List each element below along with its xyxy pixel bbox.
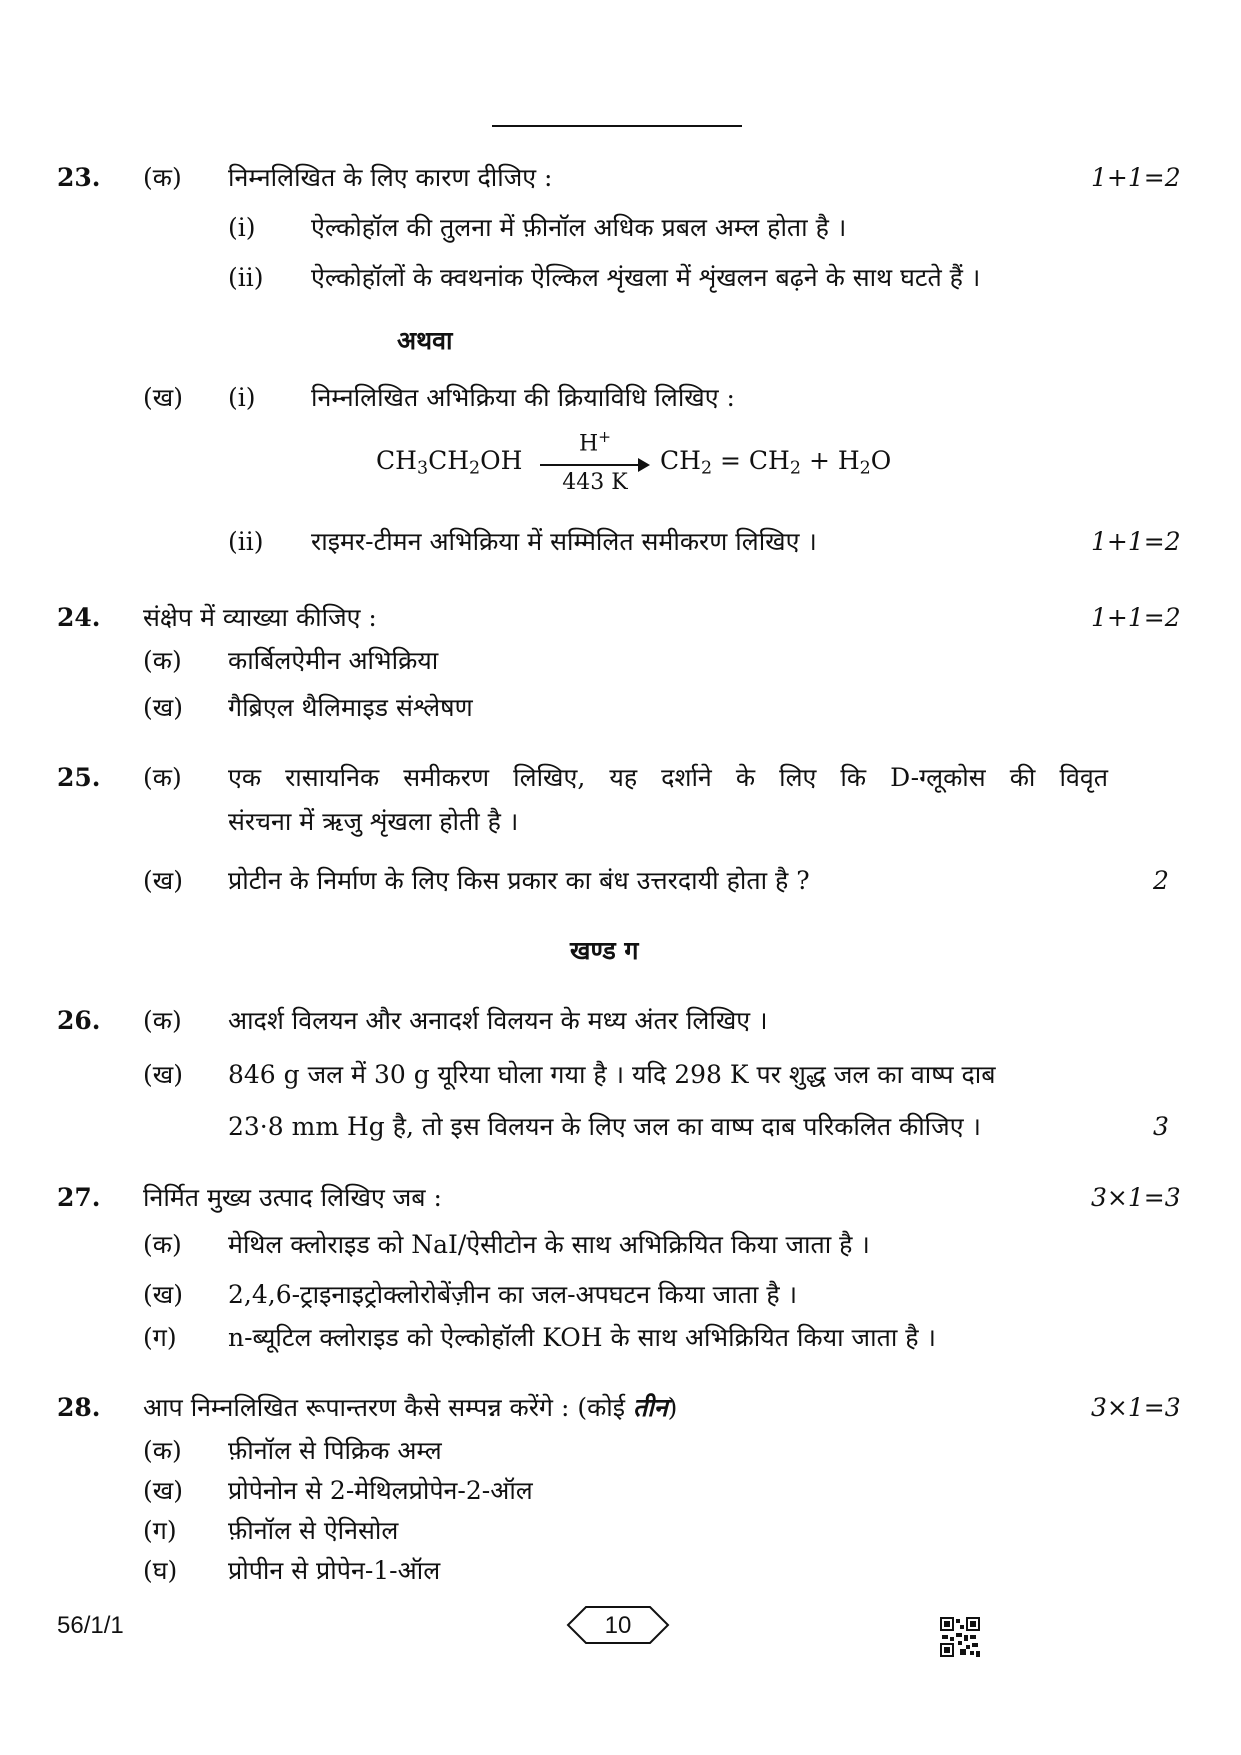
q23-kha-ii-label: (ii): [228, 527, 264, 556]
q27-ga-text: n-ब्यूटिल क्लोराइड को ऐल्कोहॉली KOH के साथ अभिक्रियित किया जाता है ।: [228, 1323, 936, 1352]
q23-i-label: (i): [228, 213, 256, 242]
q23-kha-i-label: (i): [228, 383, 256, 412]
q23-ii-label: (ii): [228, 263, 264, 292]
q27-marks: 3×1=3: [1091, 1183, 1181, 1212]
q27-ga-label: (ग): [143, 1323, 177, 1352]
q27-ka-label: (क): [143, 1230, 182, 1259]
q28-text: आप निम्नलिखित रूपान्तरण कैसे सम्पन्न करेंगे : (कोई तीन): [143, 1393, 678, 1422]
q25-marks: 2: [1153, 866, 1169, 895]
q25-kha-text: प्रोटीन के निर्माण के लिए किस प्रकार का बंध उत्तरदायी होता है ?: [228, 866, 810, 895]
q28-kha-text: प्रोपेनोन से 2-मेथिलप्रोपेन-2-ऑल: [228, 1476, 533, 1505]
page-number: 10: [604, 1612, 632, 1639]
top-rule: [492, 125, 742, 127]
q28-number: 28.: [57, 1393, 101, 1422]
page-number-box: [566, 1605, 670, 1645]
q23-i-text: ऐल्कोहॉल की तुलना में फ़ीनॉल अधिक प्रबल अम्ल होता है ।: [311, 213, 847, 242]
equation-reactant: $CH_3CH_2OH$: [376, 446, 523, 479]
paper-code: 56/1/1: [57, 1612, 124, 1639]
q27-text: निर्मित मुख्य उत्पाद लिखिए जब :: [143, 1183, 442, 1212]
q24-marks: 1+1=2: [1091, 603, 1181, 632]
q23-kha-marks: 1+1=2: [1091, 527, 1181, 556]
q24-text: संक्षेप में व्याख्या कीजिए :: [143, 603, 377, 632]
q24-ka-label: (क): [143, 646, 182, 675]
q25-ka-line2: संरचना में ऋजु शृंखला होती है ।: [228, 807, 519, 836]
arrow-condition-bottom: 443 K: [562, 470, 628, 495]
q27-ka-text: मेथिल क्लोराइड को NaI/ऐसीटोन के साथ अभिक्रियित किया जाता है ।: [228, 1230, 870, 1259]
arrow-condition-top: H+: [578, 428, 612, 457]
q27-number: 27.: [57, 1183, 101, 1212]
q24-kha-text: गैब्रिएल थैलिमाइड संश्लेषण: [228, 693, 473, 722]
q26-marks: 3: [1153, 1112, 1169, 1141]
q23-kha-i-text: निम्नलिखित अभिक्रिया की क्रियाविधि लिखिए :: [311, 383, 735, 412]
q26-number: 26.: [57, 1006, 101, 1035]
q25-kha-label: (ख): [143, 866, 183, 895]
q24-kha-label: (ख): [143, 693, 183, 722]
q26-kha-line2: 23·8 mm Hg है, तो इस विलयन के लिए जल का वाष्प दाब परिकलित कीजिए ।: [228, 1112, 981, 1141]
q24-ka-text: कार्बिलऐमीन अभिक्रिया: [228, 646, 439, 675]
page-number-frame: [566, 1605, 670, 1645]
section-heading: खण्ड ग: [570, 936, 639, 965]
equation-products: $CH_2 = CH_2 + H_2O$: [660, 446, 892, 479]
q28-kha-label: (ख): [143, 1476, 183, 1505]
q23-or: अथवा: [397, 326, 453, 355]
q26-ka-label: (क): [143, 1006, 182, 1035]
q25-ka-label: (क): [143, 763, 182, 792]
q28-ga-text: फ़ीनॉल से ऐनिसोल: [228, 1516, 399, 1545]
q28-gha-text: प्रोपीन से प्रोपेन-1-ऑल: [228, 1556, 441, 1585]
reaction-arrow: [540, 430, 650, 500]
q28-ka-label: (क): [143, 1436, 182, 1465]
q23-kha-ii-text: राइमर-टीमन अभिक्रिया में सम्मिलित समीकरण लिखिए ।: [311, 527, 817, 556]
q28-marks: 3×1=3: [1091, 1393, 1181, 1422]
q23-number: 23.: [57, 163, 101, 192]
q23-ka-text: निम्नलिखित के लिए कारण दीजिए :: [228, 163, 553, 192]
q28-ga-label: (ग): [143, 1516, 177, 1545]
q24-number: 24.: [57, 603, 101, 632]
q25-ka-line1: एक रासायनिक समीकरण लिखिए, यह दर्शाने के लिए कि D-ग्लूकोस की विवृत: [228, 763, 1108, 792]
q26-kha-label: (ख): [143, 1060, 183, 1089]
qr-code-icon: [940, 1617, 980, 1657]
q28-gha-label: (घ): [143, 1556, 178, 1585]
q25-number: 25.: [57, 763, 101, 792]
q23-ka-marks: 1+1=2: [1091, 163, 1181, 192]
q26-kha-line1: 846 g जल में 30 g यूरिया घोला गया है । यदि 298 K पर शुद्ध जल का वाष्प दाब: [228, 1060, 996, 1089]
q28-ka-text: फ़ीनॉल से पिक्रिक अम्ल: [228, 1436, 442, 1465]
q27-kha-label: (ख): [143, 1280, 183, 1309]
q27-kha-text: 2,4,6-ट्राइनाइट्रोक्लोरोबेंज़ीन का जल-अपघटन किया जाता है ।: [228, 1280, 798, 1309]
q23-ka-label: (क): [143, 163, 182, 192]
q23-kha-label: (ख): [143, 383, 183, 412]
q23-ii-text: ऐल्कोहॉलों के क्वथनांक ऐल्किल शृंखला में शृंखलन बढ़ने के साथ घटते हैं ।: [311, 263, 981, 292]
q26-ka-text: आदर्श विलयन और अनादर्श विलयन के मध्य अंतर लिखिए ।: [228, 1006, 768, 1035]
